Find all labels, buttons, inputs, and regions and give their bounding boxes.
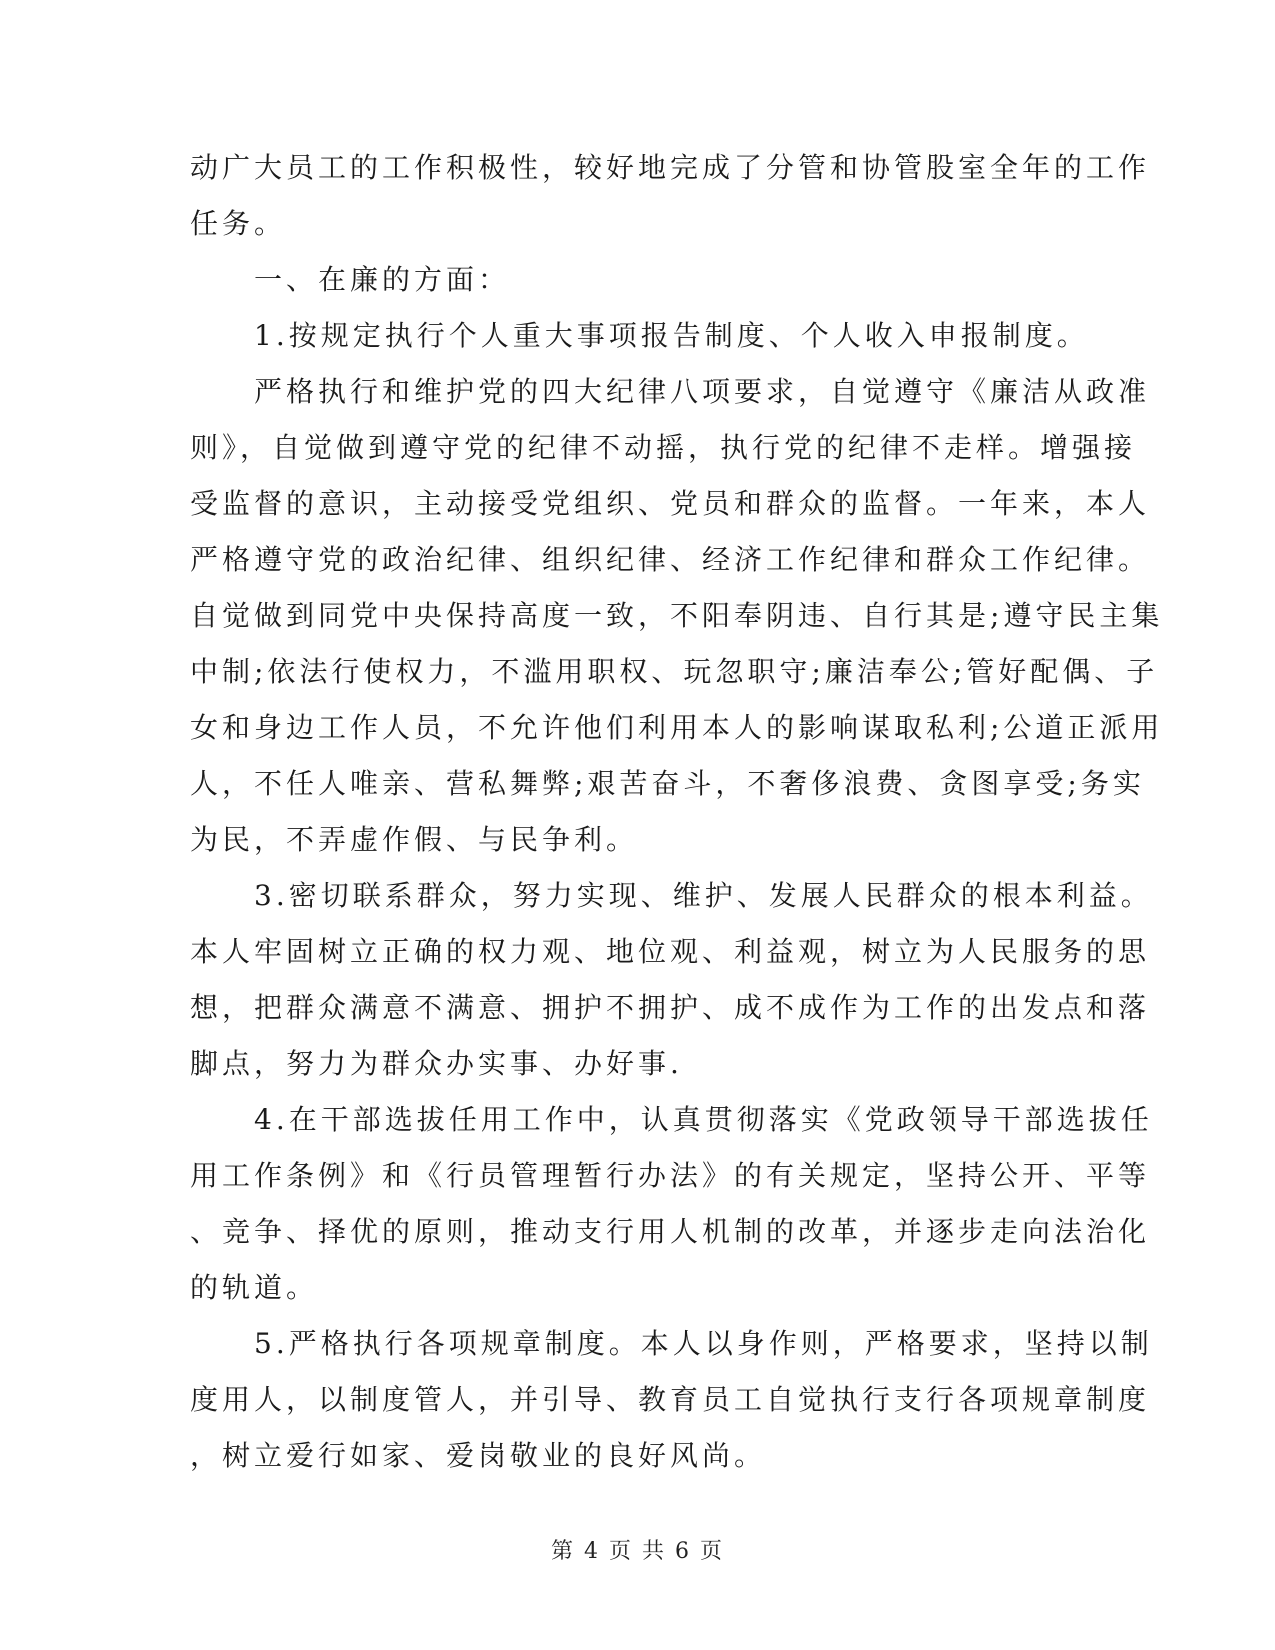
text-line: 则》，自觉做到遵守党的纪律不动摇，执行党的纪律不走样。增强接	[190, 431, 1137, 464]
text-line: 受监督的意识，主动接受党组织、党员和群众的监督。一年来，本人	[190, 487, 1151, 520]
footer-prefix: 第	[550, 1539, 575, 1564]
total-page-count: 6	[675, 1539, 691, 1564]
text-line: 为民，不弄虚作假、与民争利。	[190, 823, 639, 856]
text-line: 严格遵守党的政治纪律、组织纪律、经济工作纪律和群众工作纪律。	[190, 543, 1151, 576]
text-line: ，树立爱行如家、爱岗敬业的良好风尚。	[190, 1439, 767, 1472]
text-line: 1.按规定执行个人重大事项报告制度、个人收入申报制度。	[190, 319, 1089, 352]
text-line: 女和身边工作人员，不允许他们利用本人的影响谋取私利;公道正派用	[190, 711, 1164, 744]
text-line: 4.在干部选拔任用工作中，认真贯彻落实《党政领导干部选拔任	[190, 1103, 1153, 1136]
section-heading: 一、在廉的方面：	[190, 263, 511, 296]
text-line: 人，不任人唯亲、营私舞弊;艰苦奋斗，不奢侈浪费、贪图享受;务实	[190, 767, 1145, 800]
current-page-number: 4	[584, 1539, 600, 1564]
text-line: 脚点，努力为群众办实事、办好事.	[190, 1047, 683, 1080]
text-line: 想，把群众满意不满意、拥护不拥护、成不成作为工作的出发点和落	[190, 991, 1151, 1024]
page-footer	[0, 1534, 1275, 1565]
footer-suffix: 页	[700, 1539, 725, 1564]
text-line: 动广大员工的工作积极性，较好地完成了分管和协管股室全年的工作	[190, 151, 1151, 184]
text-line: 的轨道。	[190, 1271, 319, 1304]
text-line: 5.严格执行各项规章制度。本人以身作则，严格要求，坚持以制	[190, 1327, 1153, 1360]
text-line: 中制;依法行使权力，不滥用职权、玩忽职守;廉洁奉公;管好配偶、子	[190, 655, 1159, 688]
text-line: 自觉做到同党中央保持高度一致，不阳奉阴违、自行其是;遵守民主集	[190, 599, 1164, 632]
text-line: 度用人，以制度管人，并引导、教育员工自觉执行支行各项规章制度	[190, 1383, 1151, 1416]
document-body	[190, 140, 1164, 1484]
text-line: 、竞争、择优的原则，推动支行用人机制的改革，并逐步走向法治化	[190, 1215, 1151, 1248]
footer-middle: 页 共	[609, 1539, 666, 1564]
text-line: 本人牢固树立正确的权力观、地位观、利益观，树立为人民服务的思	[190, 935, 1151, 968]
text-line: 用工作条例》和《行员管理暂行办法》的有关规定，坚持公开、平等	[190, 1159, 1151, 1192]
text-line: 任务。	[190, 207, 287, 240]
text-line: 3.密切联系群众，努力实现、维护、发展人民群众的根本利益。	[190, 879, 1153, 912]
text-line: 严格执行和维护党的四大纪律八项要求，自觉遵守《廉洁从政准	[190, 375, 1151, 408]
